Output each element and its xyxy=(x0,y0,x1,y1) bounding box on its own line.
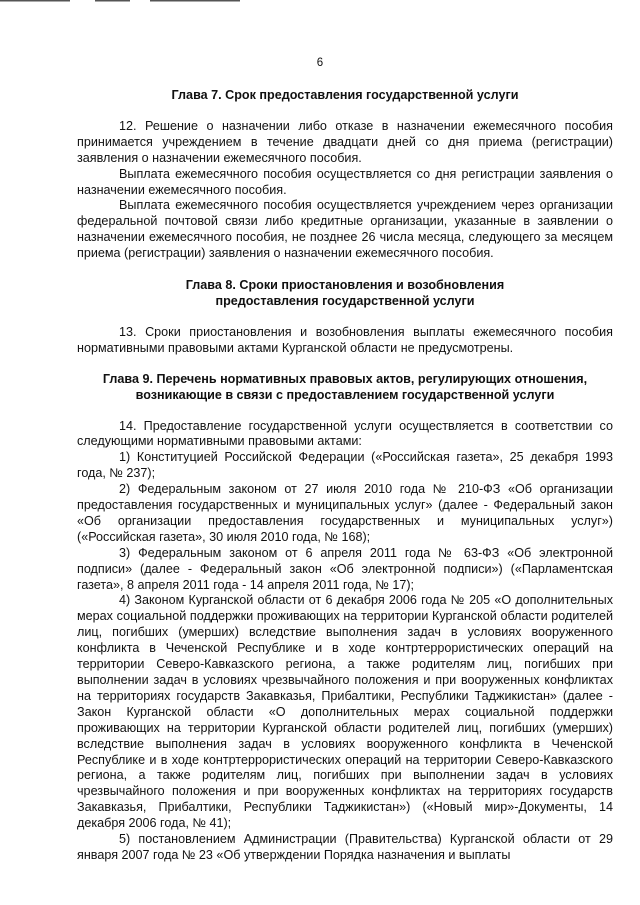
list-item-3: 3) Федеральным законом от 6 апреля 2011 года № 63-ФЗ «Об электронной подписи» (далее - Федеральный закон «Об электронной подписи») («Парламентская газета», 8 апреля 2011 года - 14 апреля 2011 года, № 17); xyxy=(77,545,613,592)
document-body xyxy=(77,88,613,864)
list-item-1: 1) Конституцией Российской Федерации («Российская газета», 25 декабря 1993 года, № 237); xyxy=(77,450,613,481)
paragraph-payment-method: Выплата ежемесячного пособия осуществляется учреждением через организации федеральной почтовой связи либо кредитные организации, указанные в заявлении о назначении ежемесячного пособия, не позднее 26 числа месяца, следующего за месяцем приема (регистрации) заявления о назначении ежемесячного пособия. xyxy=(77,198,613,261)
chapter-9-heading-line-1: Глава 9. Перечень нормативных правовых актов, регулирующих отношения, xyxy=(102,371,588,386)
chapter-7-heading: Глава 7. Срок предоставления государственной услуги xyxy=(171,88,519,102)
list-item-4: 4) Законом Курганской области от 6 декабря 2006 года № 205 «О дополнительных мерах социальной поддержки проживающих на территории Курганской области родителей лиц, погибших (умерших) вследствие выполнения задач в условиях вооруженного конфликта в Чеченской Республике и в ходе контртеррористических операций на территории Северо-Кавказского региона, а также родителям лиц, погибших при выполнении задач в условиях чрезвычайного положения и при вооруженных конфликтах на территориях государств Закавказья, Прибалтики, Республики Таджикистан» (далее - Закон Курганской области «О дополнительных мерах социальной поддержки проживающих на территории Курганской области родителей лиц, погибших (умерших) вследствие выполнения задач в условиях вооруженного конфликта в Чеченской Республике и в ходе контртеррористических операций на территории Северо-Кавказского региона, а также родителям лиц, погибших при выполнении задач в условиях чрезвычайного положения и при вооруженных конфликтах на территориях государств Закавказья, Прибалтики, Республики Таджикистан») («Новый мир»-Документы, 14 декабря 2006 года, № 41); xyxy=(77,593,613,831)
chapter-9-heading-line-2: возникающие в связи с предоставлением государственной услуги xyxy=(135,387,555,402)
scan-edge-marks xyxy=(0,0,640,6)
chapter-8-heading-line-2: предоставления государственной услуги xyxy=(215,293,475,308)
chapter-8-heading-line-1: Глава 8. Сроки приостановления и возобновления xyxy=(185,278,505,293)
paragraph-13: 13. Сроки приостановления и возобновления выплаты ежемесячного пособия нормативными правовыми актами Курганской области не предусмотрены. xyxy=(77,324,613,355)
paragraph-14: 14. Предоставление государственной услуги осуществляется в соответствии со следующими нормативными правовыми актами: xyxy=(77,418,613,449)
page-number: 6 xyxy=(316,57,324,69)
list-item-5: 5) постановлением Администрации (Правительства) Курганской области от 29 января 2007 года № 23 «Об утверждении Порядка назначения и выплаты xyxy=(77,832,613,862)
chapter-9-heading xyxy=(77,372,613,404)
chapter-8-heading xyxy=(77,278,613,310)
paragraph-12: 12. Решение о назначении либо отказе в назначении ежемесячного пособия принимается учреждением в течение двадцати дней со дня приема (регистрации) заявления о назначении ежемесячного пособия. xyxy=(77,118,613,165)
paragraph-payment-start: Выплата ежемесячного пособия осуществляется со дня регистрации заявления о назначении ежемесячного пособия. xyxy=(77,166,613,197)
list-item-2: 2) Федеральным законом от 27 июля 2010 года № 210-ФЗ «Об организации предоставления государственных и муниципальных услуг» (далее - Федеральный закон «Об организации предоставления государственных и муниципальных услуг») («Российская газета», 30 июля 2010 года, № 168); xyxy=(77,482,613,544)
